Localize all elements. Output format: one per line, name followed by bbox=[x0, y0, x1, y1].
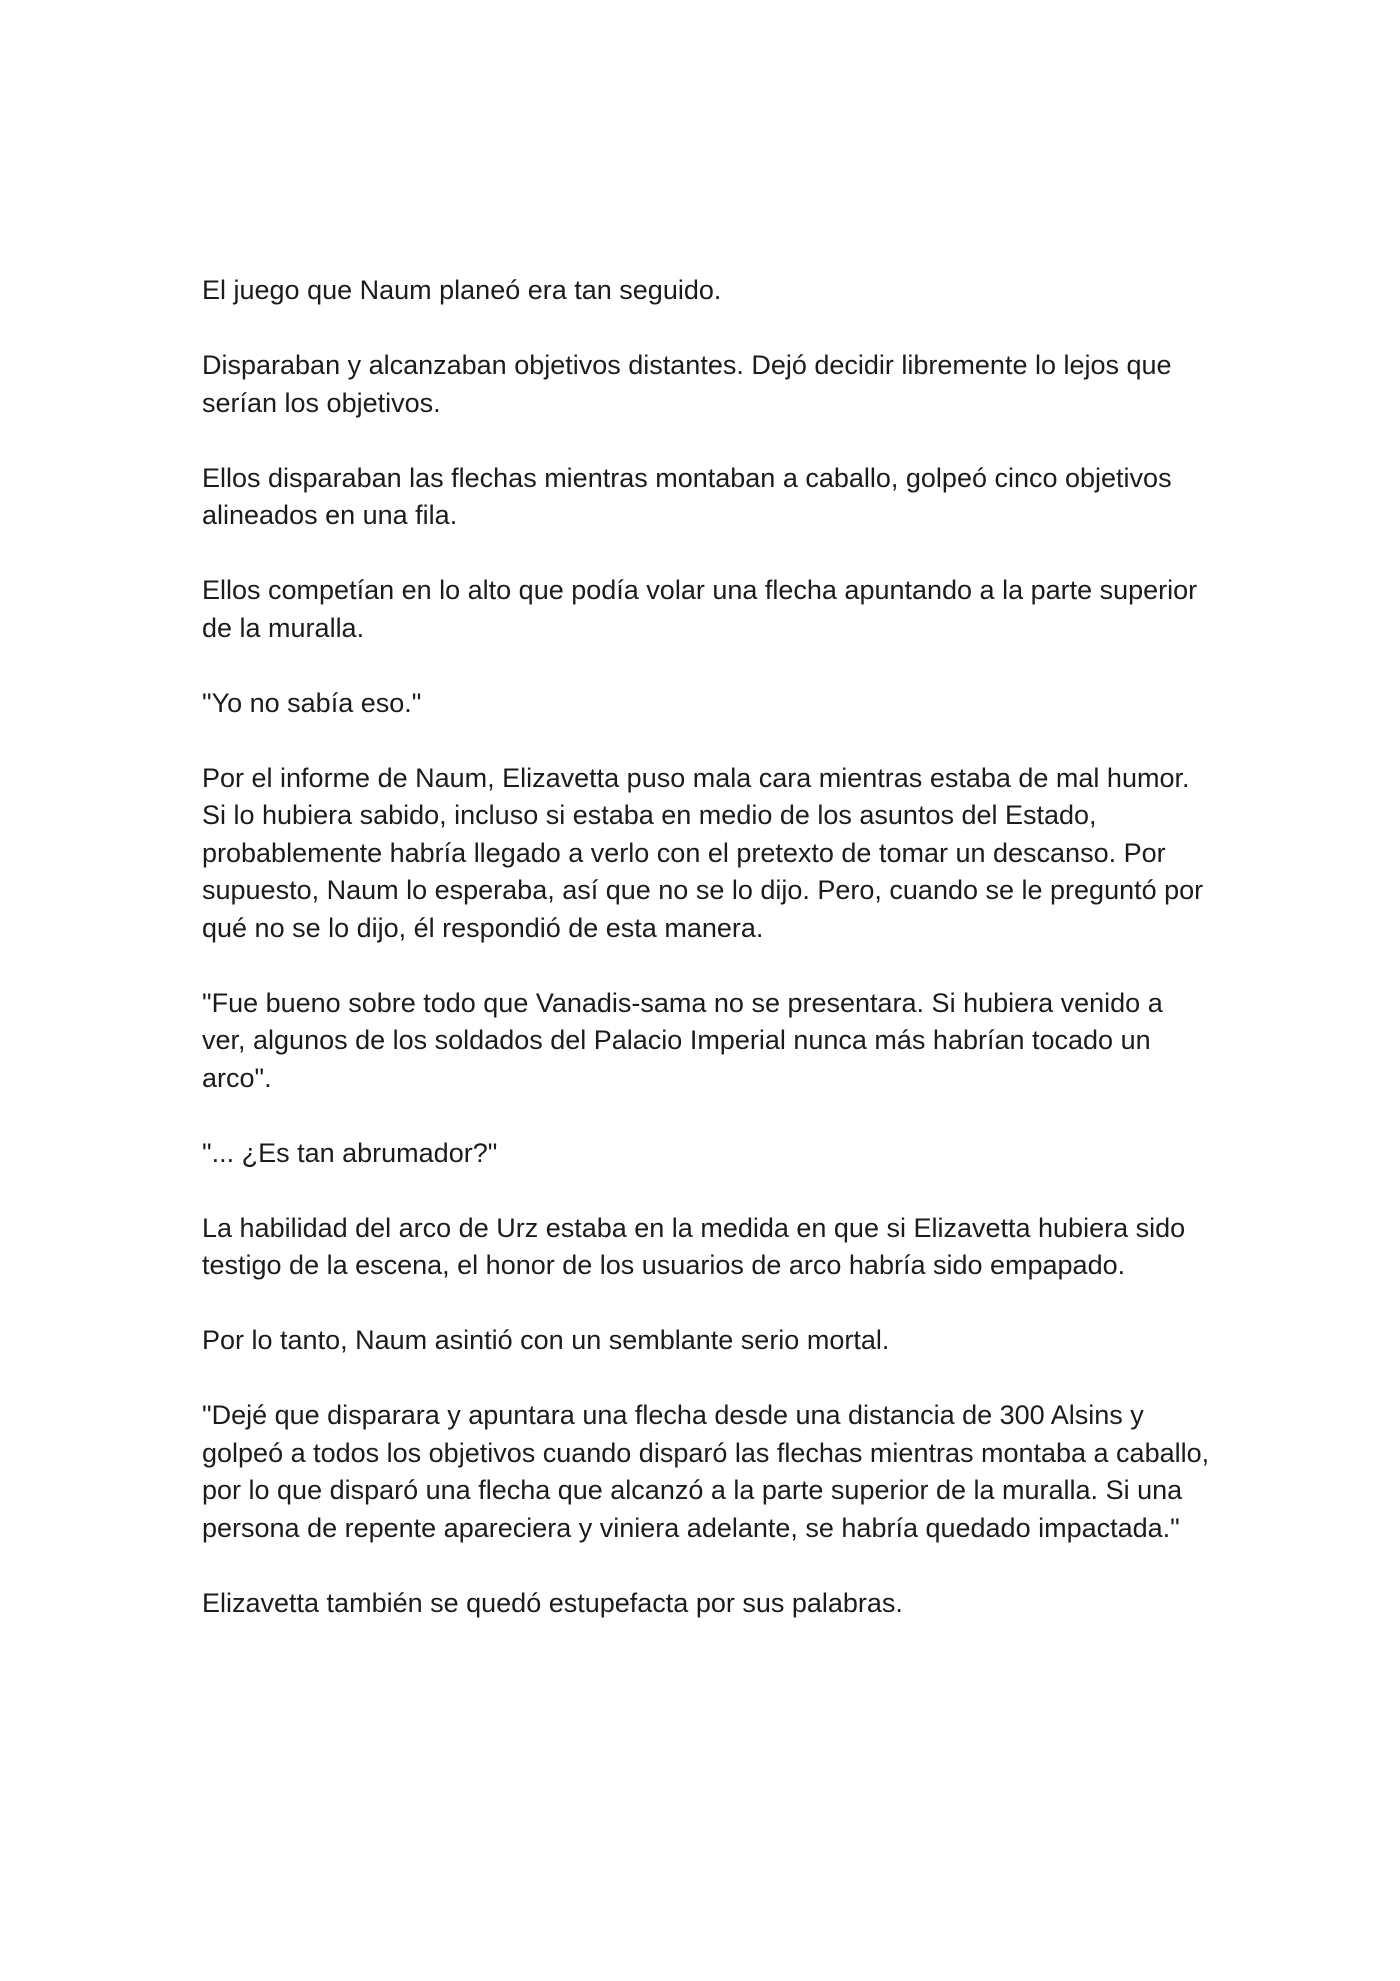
paragraph-2: Disparaban y alcanzaban objetivos distantes. Dejó decidir libremente lo lejos que serían los objetivos. bbox=[202, 350, 1172, 418]
paragraph-5: "Yo no sabía eso." bbox=[202, 687, 422, 718]
paragraph-10: Por lo tanto, Naum asintió con un semblante serio mortal. bbox=[202, 1325, 890, 1355]
paragraph-11: "Dejé que disparara y apuntara una flecha desde una distancia de 300 Alsins y golpeó a todos los objetivos cuando disparó las flechas mientras montaba a caballo, por lo que disparó una flecha que alcanzó a la parte superior de la muralla. Si una persona de repente apareciera y viniera adelante, se habría quedado impactada." bbox=[202, 1400, 1210, 1543]
paragraph-1: El juego que Naum planeó era tan seguido. bbox=[202, 275, 722, 305]
paragraph-9: La habilidad del arco de Urz estaba en la medida en que si Elizavetta hubiera sido testigo de la escena, el honor de los usuarios de arco habría sido empapado. bbox=[202, 1212, 1186, 1280]
paragraph-3: Ellos disparaban las flechas mientras montaban a caballo, golpeó cinco objetivos alineados en una fila. bbox=[202, 462, 1172, 530]
paragraph-4: Ellos competían en lo alto que podía volar una flecha apuntando a la parte superior de la muralla. bbox=[202, 575, 1198, 643]
paragraph-8: "... ¿Es tan abrumador?" bbox=[202, 1137, 498, 1168]
document-body bbox=[202, 272, 1212, 1622]
paragraph-7: "Fue bueno sobre todo que Vanadis-sama no se presentara. Si hubiera venido a ver, algunos de los soldados del Palacio Imperial nunca más habrían tocado un arco". bbox=[202, 987, 1163, 1093]
paragraph-6: Por el informe de Naum, Elizavetta puso mala cara mientras estaba de mal humor. Si lo hubiera sabido, incluso si estaba en medio de los asuntos del Estado, probablemente habría llegado a verlo con el pretexto de tomar un descanso. Por supuesto, Naum lo esperaba, así que no se lo dijo. Pero, cuando se le preguntó por qué no se lo dijo, él respondió de esta manera. bbox=[202, 762, 1204, 943]
paragraph-12: Elizavetta también se quedó estupefacta por sus palabras. bbox=[202, 1587, 903, 1618]
